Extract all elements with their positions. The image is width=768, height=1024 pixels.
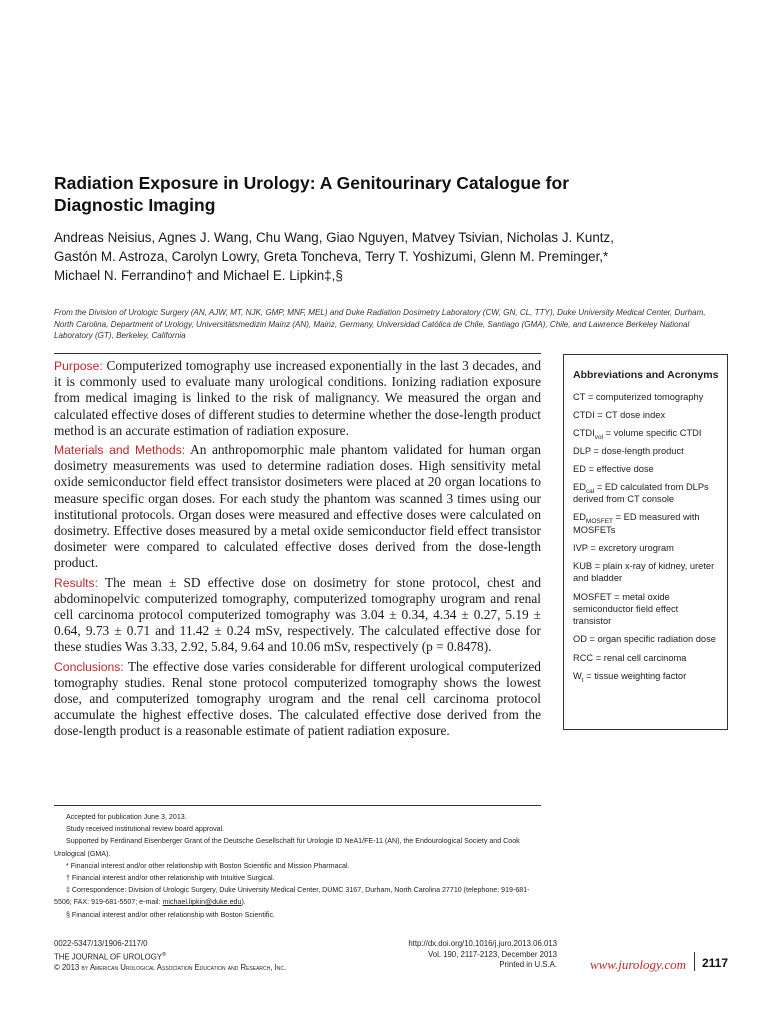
- journal-website-link[interactable]: www.jurology.com: [589, 957, 686, 972]
- abbreviation-item: [573, 427, 719, 439]
- equals-sign: =: [613, 512, 624, 523]
- methods-heading: Materials and Methods:: [54, 443, 186, 458]
- abbreviation-definition: plain x-ray of kidney, ureter and bladder: [573, 561, 715, 584]
- footer-right: [354, 939, 557, 971]
- footer-volume: Vol. 190, 2117-2123, December 2013: [427, 949, 557, 959]
- footer-doi[interactable]: http://dx.doi.org/10.1016/j.juro.2013.06.013: [408, 939, 557, 948]
- abbreviation-item: [573, 560, 719, 585]
- abbreviation-item: [573, 511, 719, 536]
- abbreviation-item: [573, 591, 719, 628]
- footer-left: [54, 939, 374, 973]
- footnotes: [54, 811, 541, 921]
- abbreviation-item: [573, 481, 719, 506]
- abbreviation-term: RCC: [573, 652, 594, 663]
- page-number: 2117: [702, 956, 729, 970]
- abbreviation-definition: organ specific radiation dose: [597, 634, 716, 645]
- abbreviation-term: CTDI: [573, 427, 595, 438]
- abbreviation-item: [573, 463, 719, 475]
- abstract-methods: [54, 442, 541, 572]
- conclusions-heading: Conclusions:: [54, 659, 124, 674]
- abbreviation-definition: computerized tomography: [595, 391, 704, 402]
- equals-sign: =: [611, 591, 623, 602]
- conclusions-text: The effective dose varies considerable for different urological computerized tomography studies. Renal stone protocol computerized tomography shows the lowest dose, and computerized tomography urogram and the renal cell carcinoma protocol accumulate the highest effective doses. The calculated effective dose derived from the dose-length product is a reasonable estimate of patient radiation exposure.: [54, 658, 541, 739]
- abstract-purpose: [54, 358, 541, 439]
- equals-sign: =: [594, 481, 605, 492]
- equals-sign: =: [594, 409, 606, 420]
- page-number-divider: [694, 952, 695, 971]
- abstract: [54, 358, 541, 743]
- abbreviation-item: [573, 391, 719, 403]
- note-section: § Financial interest and/or other relationship with Boston Scientific.: [66, 910, 275, 919]
- journal-name: THE JOURNAL OF UROLOGY: [54, 952, 163, 962]
- equals-sign: =: [586, 634, 598, 645]
- equals-sign: =: [583, 670, 595, 681]
- note-correspondence-end: ).: [241, 898, 246, 907]
- methods-text: An anthropomorphic male phantom validated for human organ dosimetry measurements was used to determine radiation doses. High sensitivity metal oxide semiconductor field effect transistor dosimeters were placed at 20 organ locations to measure specific organ doses. For each study the phantom was scanned 3 times using our institutional protocols. Organ doses were measured and effective doses were calculated on dosimetry. Effective doses measured by a metal oxide semiconductor field effect transistor dosimeter were compared to calculated effective doses derived from the dose-length product.: [54, 442, 541, 571]
- abbreviation-subscript: cal: [585, 487, 595, 495]
- abbreviation-definition: ED measured with MOSFETs: [573, 512, 700, 535]
- affiliations: From the Division of Urologic Surgery (AN, AJW, MT, NJK, GMP, MNF, MEL) and Duke Radiation Dosimetry Laboratory (CW, GN, CL, TTY), Duke University Medical Center, Durham, North Carolina, Department of Urology, Universitätsmedizin Mainz (AN), Mainz, Germany, Universidad Católica de Chile, Santiago (GMA), Chile, and Lawrence Berkeley National Laboratory (GT), Berkeley, California: [54, 308, 706, 341]
- equals-sign: =: [592, 561, 603, 572]
- article-title: Radiation Exposure in Urology: A Genitourinary Catalogue for Diagnostic Imaging: [54, 173, 570, 215]
- abbreviation-definition: excretory urogram: [598, 542, 674, 553]
- registered-mark: ®: [162, 951, 167, 958]
- note-star: * Financial interest and/or other relationship with Boston Scientific and Mission Pharmacal.: [66, 861, 350, 870]
- equals-sign: =: [585, 391, 596, 402]
- abbreviation-term: MOSFET: [573, 591, 612, 602]
- abbreviation-definition: tissue weighting factor: [594, 670, 687, 681]
- abbreviation-item: [573, 542, 719, 554]
- abbreviation-term: OD: [573, 634, 587, 645]
- equals-sign: =: [590, 445, 602, 456]
- abbreviation-item: [573, 445, 719, 457]
- abstract-top-rule: [54, 353, 541, 354]
- abbreviation-term: ED: [573, 512, 586, 523]
- abbreviation-term: CT: [573, 391, 586, 402]
- abbreviation-definition: effective dose: [596, 463, 654, 474]
- note-correspondence-text: ‡ Correspondence: Division of Urologic Surgery, Duke University Medical Center, DUMC 3167, Durham, North Carolina 27710 (telephone: 919-681-5506; FAX: 919-681-5507; e-mail:: [54, 886, 530, 907]
- abbreviation-subscript: t: [581, 676, 584, 684]
- equals-sign: =: [585, 463, 597, 474]
- abbreviation-term: IVP: [573, 542, 588, 553]
- abstract-results: [54, 575, 541, 656]
- abbreviation-item: [573, 652, 719, 664]
- abbreviation-term: DLP: [573, 445, 591, 456]
- abbreviation-term: W: [573, 670, 582, 681]
- abbreviations-list: [573, 391, 719, 683]
- results-text: The mean ± SD effective dose on dosimetry for stone protocol, chest and abdominopelvic computerized tomography, computerized tomography urogram and renal cell carcinoma protocol computerized tomography was 3.04 ± 0.34, 4.34 ± 0.27, 5.19 ± 0.64, 9.73 ± 0.71 and 11.42 ± 0.24 mSv, respectively. The calculated effective dose for these studies Was 3.33, 2.92, 5.84, 9.64 and 10.06 mSv, respectively (p = 0.8478).: [54, 574, 541, 655]
- abbreviation-subscript: MOSFET: [585, 518, 614, 526]
- equals-sign: =: [603, 427, 614, 438]
- abbreviation-item: [573, 409, 719, 421]
- purpose-heading: Purpose:: [54, 359, 103, 373]
- results-heading: Results:: [54, 575, 99, 590]
- abbreviation-term: ED: [573, 481, 586, 492]
- note-accepted: Accepted for publication June 3, 2013.: [66, 813, 187, 821]
- note-dagger: † Financial interest and/or other relationship with Intuitive Surgical.: [66, 874, 275, 883]
- abbreviation-term: ED: [573, 463, 586, 474]
- abbreviation-term: KUB: [573, 561, 593, 572]
- footer-issn: 0022-5347/13/1906-2117/0: [54, 939, 148, 948]
- abbreviation-definition: ED calculated from DLPs derived from CT console: [573, 481, 709, 505]
- abbreviation-definition: metal oxide semiconductor field effect transistor: [573, 591, 679, 627]
- equals-sign: =: [587, 542, 599, 553]
- abbreviation-item: [573, 633, 719, 645]
- note-support: Supported by Ferdinand Eisenberger Grant of the Deutsche Gesellschaft für Urologie ID NeA1/FE-11 (AN), the Endourological Society and Cook Urological (GMA).: [54, 837, 520, 858]
- email-link[interactable]: michael.lipkin@duke.edu: [162, 898, 242, 907]
- abbreviation-subscript: vol: [594, 433, 604, 441]
- footer-journal: [54, 950, 374, 963]
- footer-printed: Printed in U.S.A.: [499, 960, 557, 970]
- purpose-text: Computerized tomography use increased exponentially in the last 3 decades, and it is commonly used to evaluate many urological conditions. Ionizing radiation exposure from medical imaging is linked to the risk of malignancy. We measured the organ and calculated effective doses of different studies to determine whether the dose-length product method is an accurate estimation of radiation exposure.: [54, 358, 541, 438]
- equals-sign: =: [593, 652, 604, 663]
- abbreviations-title: Abbreviations and Acronyms: [573, 369, 719, 381]
- note-correspondence: [54, 884, 541, 908]
- abstract-conclusions: [54, 659, 541, 740]
- note-irb: Study received institutional review board approval.: [66, 825, 225, 834]
- footnotes-rule: [54, 805, 541, 806]
- author-list: Andreas Neisius, Agnes J. Wang, Chu Wang, Giao Nguyen, Matvey Tsivian, Nicholas J. Kuntz, Gastón M. Astroza, Carolyn Lowry, Greta Toncheva, Terry T. Yoshizumi, Glenn M. Preminger,* Michael N. Ferrandino† and Michael E. Lipkin‡,§: [54, 230, 614, 283]
- abbreviations-box: [563, 354, 728, 730]
- abbreviation-term: CTDI: [573, 409, 595, 420]
- footer-copyright: © 2013 by American Urological Association Education and Research, Inc.: [54, 962, 287, 972]
- abbreviation-definition: dose-length product: [601, 445, 684, 456]
- abbreviation-definition: renal cell carcinoma: [603, 652, 687, 663]
- abbreviation-item: [573, 670, 719, 682]
- abbreviation-definition: CT dose index: [605, 409, 666, 420]
- abbreviation-definition: volume specific CTDI: [613, 427, 702, 438]
